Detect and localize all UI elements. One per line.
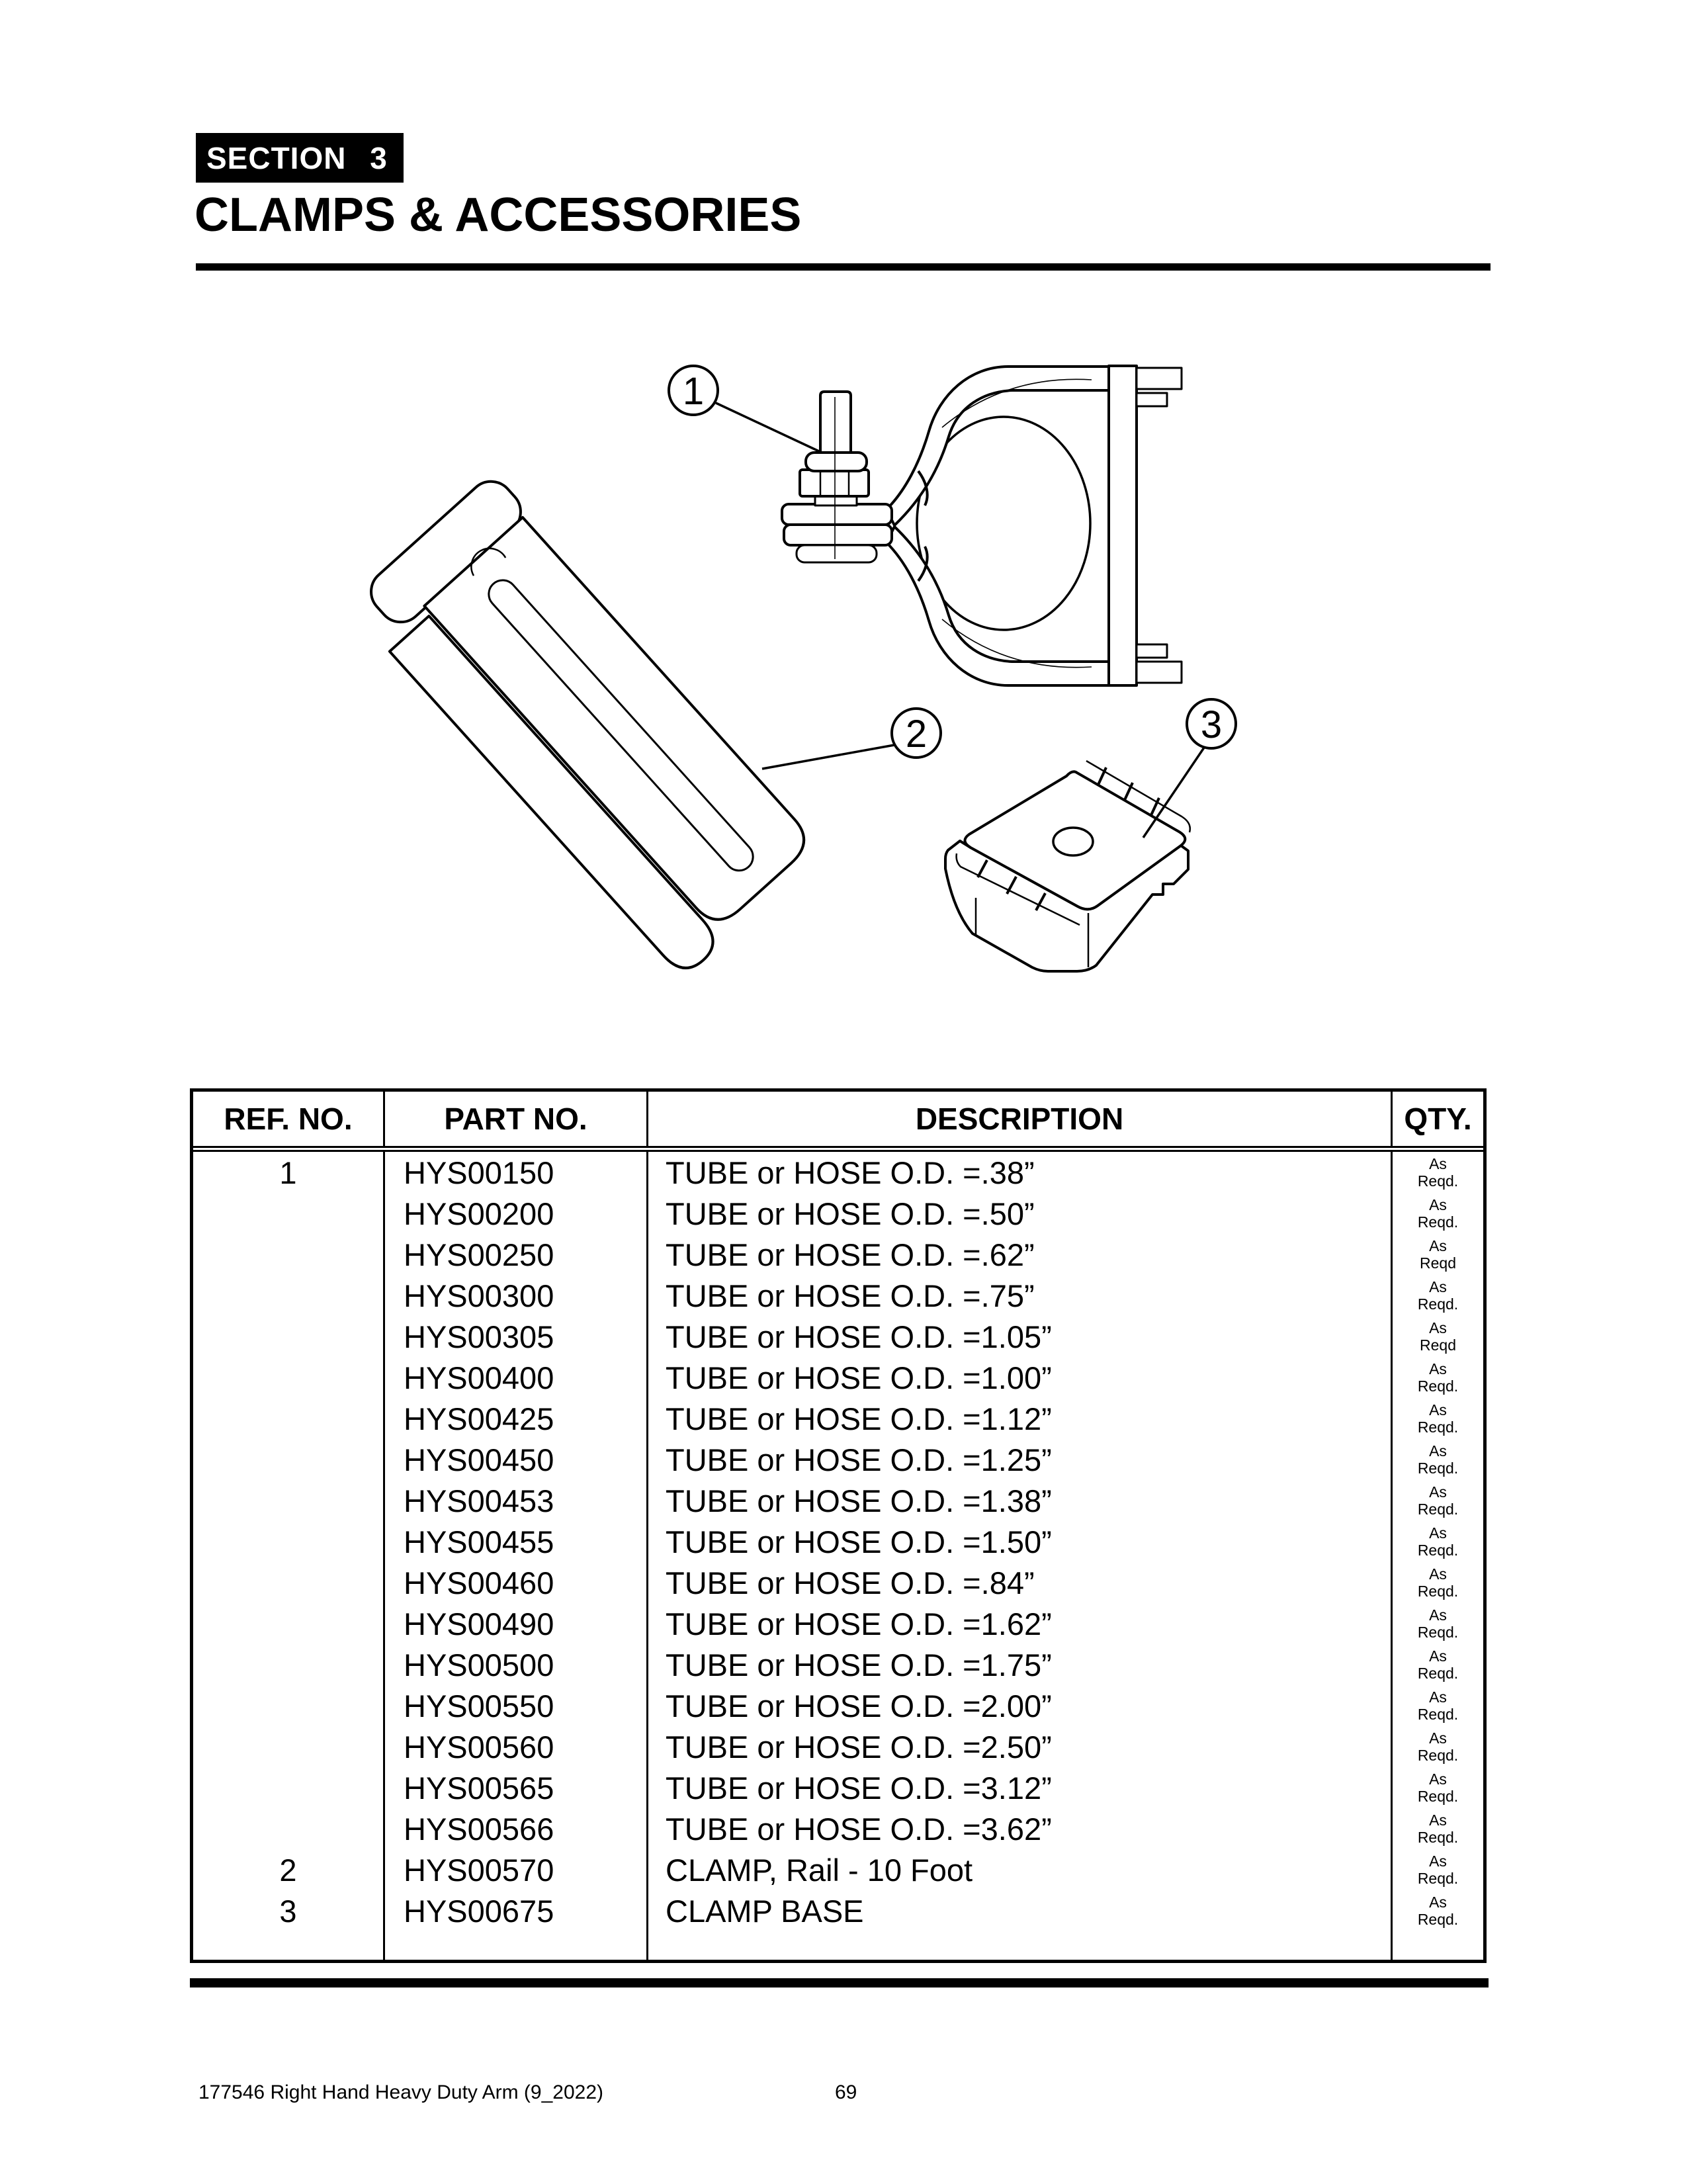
clamp-tab-top-inner: [1137, 393, 1167, 406]
table-row: [193, 1439, 1483, 1480]
table-header-row: [193, 1092, 1483, 1152]
cell-part-no: HYS00565: [385, 1767, 648, 1808]
cell-qty: [1393, 1603, 1483, 1644]
qty-line-top: As: [1429, 1853, 1447, 1870]
bolt-hex-nut: [800, 470, 869, 496]
cell-ref-no: [193, 1357, 385, 1398]
cell-part-no: HYS00566: [385, 1808, 648, 1849]
table-row: [193, 1193, 1483, 1234]
leader-line-2: [762, 745, 894, 769]
cell-ref-no: [193, 1644, 385, 1685]
cell-qty: [1393, 1439, 1483, 1480]
qty-line-bottom: Reqd: [1420, 1336, 1456, 1354]
callout-number-3: 3: [1200, 703, 1223, 746]
qty-line-bottom: Reqd.: [1417, 1501, 1459, 1518]
cell-description: TUBE or HOSE O.D. =.75”: [648, 1275, 1393, 1316]
cell-qty: [1393, 1767, 1483, 1808]
cell-description: TUBE or HOSE O.D. =3.12”: [648, 1767, 1393, 1808]
footer-document-title: 177546 Right Hand Heavy Duty Arm (9_2022): [198, 2081, 604, 2103]
qty-line-bottom: Reqd.: [1417, 1624, 1459, 1641]
cell-qty: [1393, 1644, 1483, 1685]
table-row: [193, 1152, 1483, 1193]
cell-ref-no: [193, 1234, 385, 1275]
qty-line-top: As: [1429, 1401, 1447, 1419]
qty-line-bottom: Reqd.: [1417, 1419, 1459, 1436]
qty-line-bottom: Reqd: [1420, 1254, 1456, 1272]
qty-line-top: As: [1429, 1483, 1447, 1501]
qty-line-top: As: [1429, 1360, 1447, 1377]
leader-line-1: [716, 403, 820, 452]
qty-line-top: As: [1429, 1319, 1447, 1336]
qty-line-top: As: [1429, 1729, 1447, 1747]
qty-line-bottom: Reqd.: [1417, 1747, 1459, 1764]
cell-part-no: HYS00675: [385, 1890, 648, 1931]
cell-qty: [1393, 1275, 1483, 1316]
cell-ref-no: [193, 1562, 385, 1603]
cell-description: TUBE or HOSE O.D. =3.62”: [648, 1808, 1393, 1849]
leader-line-3: [1143, 748, 1204, 838]
qty-line-bottom: Reqd.: [1417, 1870, 1459, 1887]
callout-number-1: 1: [682, 370, 705, 413]
cell-description: TUBE or HOSE O.D. =1.25”: [648, 1439, 1393, 1480]
header-description: DESCRIPTION: [648, 1092, 1393, 1146]
cell-part-no: HYS00550: [385, 1685, 648, 1726]
clamp-ear-upper: [782, 504, 892, 525]
table-row: [193, 1275, 1483, 1316]
qty-line-top: As: [1429, 1196, 1447, 1213]
bolt-collar: [806, 453, 867, 471]
cell-description: TUBE or HOSE O.D. =1.05”: [648, 1316, 1393, 1357]
cell-part-no: HYS00450: [385, 1439, 648, 1480]
bolt-stud: [820, 392, 851, 453]
page-title: CLAMPS & ACCESSORIES: [195, 189, 802, 241]
cell-qty: [1393, 1562, 1483, 1603]
cell-ref-no: [193, 1398, 385, 1439]
filler-cell: [193, 1931, 385, 1960]
footer-page-number: 69: [835, 2081, 857, 2103]
cell-ref-no: [193, 1316, 385, 1357]
qty-line-top: As: [1429, 1524, 1447, 1542]
cell-part-no: HYS00425: [385, 1398, 648, 1439]
cell-part-no: HYS00490: [385, 1603, 648, 1644]
cell-description: TUBE or HOSE O.D. =2.50”: [648, 1726, 1393, 1767]
table-row: [193, 1603, 1483, 1644]
clamp-tab-bottom-inner: [1137, 644, 1167, 658]
qty-line-bottom: Reqd.: [1417, 1829, 1459, 1846]
rail-clamp-drawing: [347, 472, 830, 978]
section-label-text: SECTION 3: [206, 140, 388, 175]
qty-line-bottom: Reqd.: [1417, 1460, 1459, 1477]
section-label: [196, 133, 404, 183]
cell-description: TUBE or HOSE O.D. =1.50”: [648, 1521, 1393, 1562]
qty-line-top: As: [1429, 1812, 1447, 1829]
cell-part-no: HYS00455: [385, 1521, 648, 1562]
cell-qty: [1393, 1685, 1483, 1726]
qty-line-top: As: [1429, 1565, 1447, 1583]
cell-ref-no: [193, 1193, 385, 1234]
cell-part-no: HYS00200: [385, 1193, 648, 1234]
clamp-tab-top-outer: [1137, 368, 1182, 389]
table-row: [193, 1234, 1483, 1275]
table-row: [193, 1316, 1483, 1357]
title-rule: [196, 263, 1491, 271]
qty-line-top: As: [1429, 1237, 1447, 1254]
cell-ref-no: [193, 1726, 385, 1767]
header-ref-no: REF. NO.: [193, 1092, 385, 1146]
table-row: [193, 1808, 1483, 1849]
cell-ref-no: [193, 1275, 385, 1316]
qty-line-bottom: Reqd.: [1417, 1583, 1459, 1600]
cell-ref-no: 1: [193, 1152, 385, 1193]
qty-line-top: As: [1429, 1442, 1447, 1460]
qty-line-bottom: Reqd.: [1417, 1706, 1459, 1723]
qty-line-bottom: Reqd.: [1417, 1213, 1459, 1231]
cell-part-no: HYS00300: [385, 1275, 648, 1316]
qty-line-top: As: [1429, 1894, 1447, 1911]
cell-qty: [1393, 1890, 1483, 1931]
qty-line-top: As: [1429, 1606, 1447, 1624]
table-row: [193, 1767, 1483, 1808]
table-row: [193, 1398, 1483, 1439]
header-part-no: PART NO.: [385, 1092, 648, 1146]
cell-qty: [1393, 1234, 1483, 1275]
filler-cell: [385, 1931, 648, 1960]
filler-cell: [648, 1931, 1393, 1960]
qty-line-top: As: [1429, 1647, 1447, 1665]
table-filler-row: [193, 1931, 1483, 1960]
cell-part-no: HYS00560: [385, 1726, 648, 1767]
qty-line-bottom: Reqd.: [1417, 1542, 1459, 1559]
table-row: [193, 1480, 1483, 1521]
cell-qty: [1393, 1152, 1483, 1193]
cell-qty: [1393, 1521, 1483, 1562]
qty-line-bottom: Reqd.: [1417, 1788, 1459, 1805]
clamp-base-drawing: [945, 761, 1190, 971]
cell-qty: [1393, 1316, 1483, 1357]
pipe-clamp-drawing: [782, 366, 1182, 685]
cell-ref-no: 3: [193, 1890, 385, 1931]
qty-line-bottom: Reqd.: [1417, 1172, 1459, 1190]
cell-qty: [1393, 1808, 1483, 1849]
qty-line-bottom: Reqd.: [1417, 1377, 1459, 1395]
cell-part-no: HYS00400: [385, 1357, 648, 1398]
cell-ref-no: [193, 1767, 385, 1808]
bolt-washer: [797, 545, 877, 562]
qty-line-top: As: [1429, 1278, 1447, 1295]
cell-ref-no: [193, 1603, 385, 1644]
table-row: [193, 1521, 1483, 1562]
bottom-rule: [190, 1978, 1489, 1987]
cell-qty: [1393, 1357, 1483, 1398]
cell-part-no: HYS00500: [385, 1644, 648, 1685]
cell-description: TUBE or HOSE O.D. =1.62”: [648, 1603, 1393, 1644]
cell-description: TUBE or HOSE O.D. =.84”: [648, 1562, 1393, 1603]
cell-description: TUBE or HOSE O.D. =.62”: [648, 1234, 1393, 1275]
cell-qty: [1393, 1726, 1483, 1767]
callout-number-2: 2: [905, 713, 928, 756]
qty-line-top: As: [1429, 1155, 1447, 1172]
cell-part-no: HYS00305: [385, 1316, 648, 1357]
qty-line-top: As: [1429, 1688, 1447, 1706]
cell-description: TUBE or HOSE O.D. =.38”: [648, 1152, 1393, 1193]
table-row: [193, 1890, 1483, 1931]
cell-ref-no: [193, 1439, 385, 1480]
cell-description: TUBE or HOSE O.D. =1.75”: [648, 1644, 1393, 1685]
clamp-back-bar: [1109, 366, 1137, 685]
clamp-ear-lower: [784, 525, 892, 545]
cell-part-no: HYS00460: [385, 1562, 648, 1603]
callout-1: [669, 366, 718, 415]
table-row: [193, 1644, 1483, 1685]
cell-description: TUBE or HOSE O.D. =.50”: [648, 1193, 1393, 1234]
table-row: [193, 1357, 1483, 1398]
cell-description: CLAMP BASE: [648, 1890, 1393, 1931]
table-row: [193, 1562, 1483, 1603]
qty-line-bottom: Reqd.: [1417, 1911, 1459, 1928]
cell-ref-no: [193, 1808, 385, 1849]
cell-qty: [1393, 1849, 1483, 1890]
table-row: [193, 1685, 1483, 1726]
cell-part-no: HYS00150: [385, 1152, 648, 1193]
cell-qty: [1393, 1398, 1483, 1439]
parts-table: [190, 1088, 1487, 1963]
callout-2: [892, 709, 941, 758]
cell-part-no: HYS00570: [385, 1849, 648, 1890]
cell-part-no: HYS00250: [385, 1234, 648, 1275]
cell-ref-no: 2: [193, 1849, 385, 1890]
cell-description: TUBE or HOSE O.D. =2.00”: [648, 1685, 1393, 1726]
parts-diagram: [278, 304, 1270, 1045]
cell-description: TUBE or HOSE O.D. =1.38”: [648, 1480, 1393, 1521]
callout-3: [1187, 699, 1236, 748]
cell-qty: [1393, 1480, 1483, 1521]
cell-ref-no: [193, 1685, 385, 1726]
base-hole: [1053, 828, 1093, 855]
table-row: [193, 1726, 1483, 1767]
qty-line-top: As: [1429, 1770, 1447, 1788]
cell-description: TUBE or HOSE O.D. =1.12”: [648, 1398, 1393, 1439]
clamp-tab-bottom-outer: [1137, 662, 1182, 683]
qty-line-bottom: Reqd.: [1417, 1295, 1459, 1313]
qty-line-bottom: Reqd.: [1417, 1665, 1459, 1682]
cell-ref-no: [193, 1521, 385, 1562]
cell-description: TUBE or HOSE O.D. =1.00”: [648, 1357, 1393, 1398]
cell-description: CLAMP, Rail - 10 Foot: [648, 1849, 1393, 1890]
table-row: [193, 1849, 1483, 1890]
cell-ref-no: [193, 1480, 385, 1521]
cell-qty: [1393, 1193, 1483, 1234]
cell-part-no: HYS00453: [385, 1480, 648, 1521]
filler-cell: [1393, 1931, 1483, 1960]
header-qty: QTY.: [1404, 1102, 1472, 1136]
